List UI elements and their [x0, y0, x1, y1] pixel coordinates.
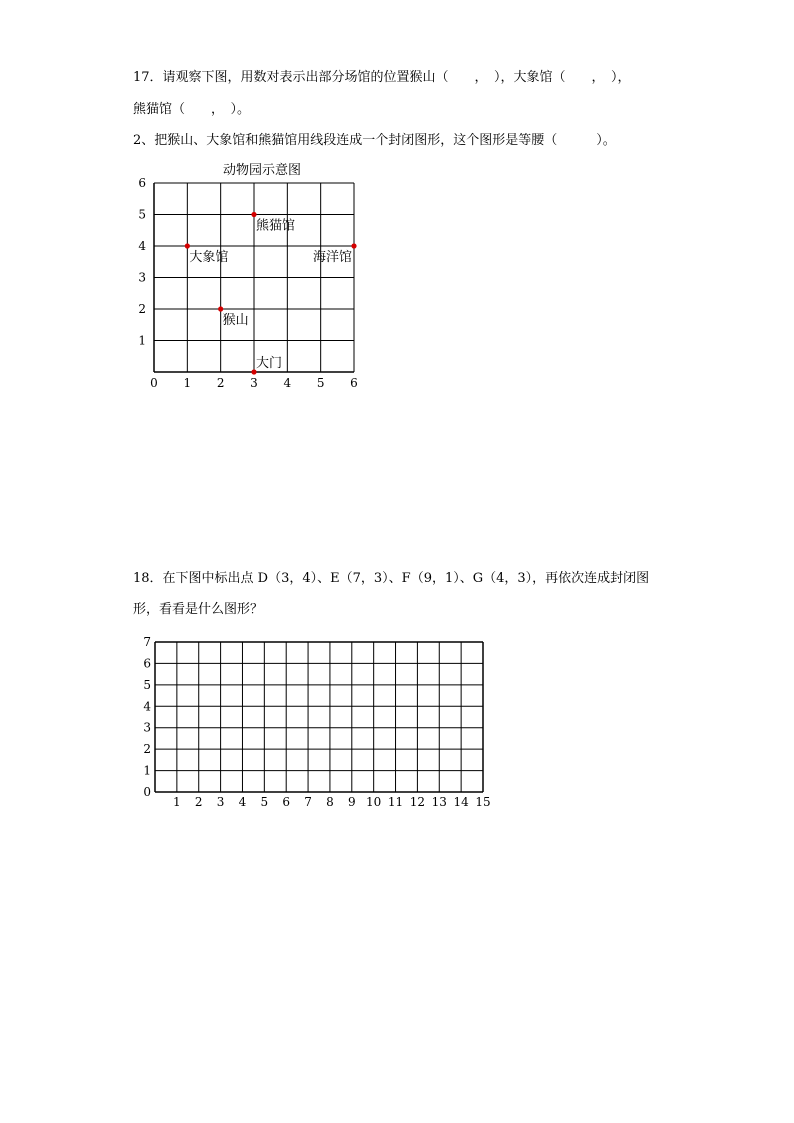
map-point-label: 大象馆 — [189, 250, 229, 265]
zoo-map-points — [185, 212, 357, 375]
coordinate-grid-ticks — [143, 635, 490, 809]
grid-y-tick-label: 0 — [143, 785, 151, 799]
map-x-tick-label: 2 — [216, 376, 225, 390]
grid-y-tick-label: 2 — [143, 742, 151, 757]
map-point-marker — [185, 243, 190, 248]
grid-x-tick-label: 2 — [194, 795, 203, 809]
map-point-label: 海洋馆 — [312, 250, 352, 265]
map-y-tick-label: 6 — [138, 176, 146, 190]
grid-x-tick-label: 12 — [409, 795, 426, 809]
map-point-label: 大门 — [256, 356, 283, 371]
map-x-tick-label: 1 — [183, 376, 192, 390]
grid-x-tick-label: 11 — [387, 795, 404, 809]
map-x-tick-label: 5 — [316, 376, 325, 390]
map-point-marker — [351, 243, 356, 248]
grid-y-tick-label: 6 — [143, 656, 151, 671]
map-y-tick-label: 5 — [138, 207, 146, 222]
question-17-line-1: 17．请观察下图，用数对表示出部分场馆的位置猴山（ ， ），大象馆（ ， ）， — [133, 70, 631, 85]
grid-y-tick-label: 7 — [143, 635, 151, 649]
question-18-line-1: 18．在下图中标出点 D（3，4）、E（7，3）、F（9，1）、G（4，3），再依次连成封闭图 — [133, 571, 650, 586]
grid-y-tick-label: 3 — [143, 720, 151, 735]
grid-x-tick-label: 5 — [260, 795, 269, 809]
map-point-marker — [251, 212, 256, 217]
zoo-map-ticks — [138, 176, 357, 390]
grid-x-tick-label: 8 — [326, 795, 334, 809]
grid-x-tick-label: 4 — [238, 795, 247, 809]
zoo-map-title: 动物园示意图 — [222, 163, 302, 178]
map-point-label: 猴山 — [222, 313, 249, 328]
grid-x-tick-label: 13 — [431, 795, 447, 809]
grid-x-tick-label: 6 — [282, 795, 291, 809]
map-y-tick-label: 1 — [138, 333, 146, 348]
question-17-subquestion-2: 2、把猴山、大象馆和熊猫馆用线段连成一个封闭图形，这个图形是等腰（ ）。 — [133, 133, 616, 148]
grid-x-tick-label: 14 — [453, 795, 469, 809]
grid-y-tick-label: 4 — [143, 699, 151, 714]
map-y-tick-label: 4 — [138, 239, 146, 253]
grid-x-tick-label: 15 — [475, 795, 491, 809]
map-point-label: 熊猫馆 — [256, 218, 296, 234]
grid-x-tick-label: 3 — [216, 795, 225, 809]
zoo-map-figure — [0, 0, 794, 400]
zoo-map-grid — [154, 183, 354, 372]
grid-y-tick-label: 5 — [143, 677, 151, 692]
question-17-line-2: 熊猫馆（ ， ）。 — [133, 102, 251, 117]
grid-x-tick-label: 7 — [304, 795, 312, 809]
coordinate-grid — [155, 642, 483, 792]
map-y-tick-label: 3 — [138, 270, 146, 285]
map-x-tick-label: 4 — [283, 376, 292, 390]
grid-x-tick-label: 1 — [173, 795, 181, 809]
map-y-tick-label: 2 — [138, 302, 146, 316]
map-x-tick-label: 0 — [150, 376, 158, 390]
map-x-tick-label: 3 — [250, 376, 258, 390]
map-x-tick-label: 6 — [350, 376, 358, 390]
grid-y-tick-label: 1 — [143, 763, 151, 778]
grid-x-tick-label: 9 — [347, 795, 356, 809]
grid-x-tick-label: 10 — [366, 795, 382, 809]
question-18-line-2: 形，看看是什么图形？ — [133, 602, 264, 617]
map-point-marker — [218, 306, 223, 311]
